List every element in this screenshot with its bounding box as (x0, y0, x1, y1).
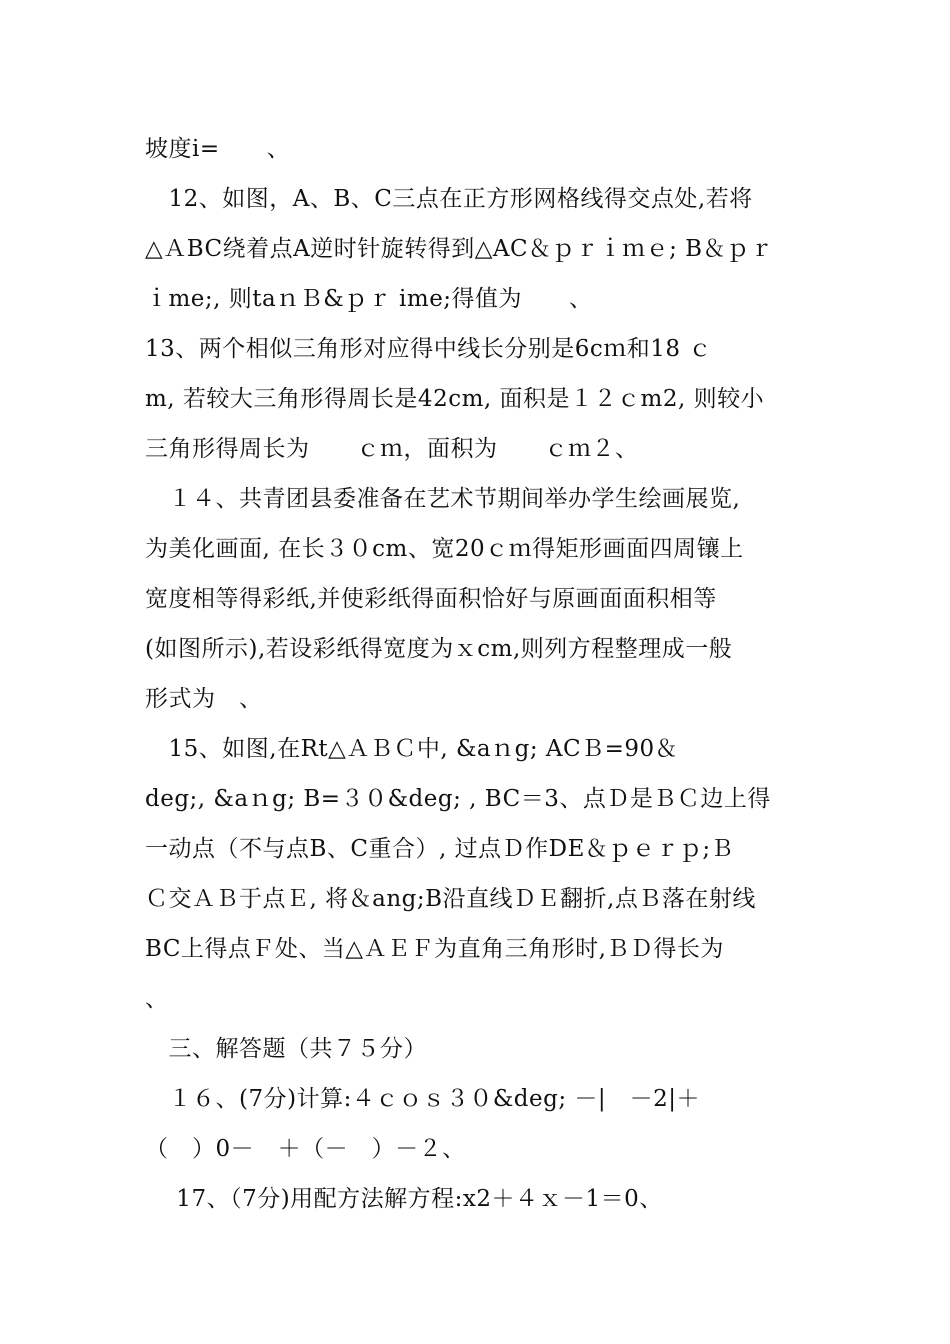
text-line-q16-cont: （ ）0－ ＋（－ ）－２、 (145, 1136, 466, 1162)
text-line-q13-end: 三角形得周长为 ｃｍ，面积为 ｃｍ２、 (145, 436, 639, 462)
text-line-q13: 13、两个相似三角形对应得中线长分别是6cｍ和18 ｃ (145, 336, 712, 362)
text-line-q14-end: 形式为 、 (145, 686, 263, 712)
text-line-q15-cont-3: Ｃ交ＡＢ于点Ｅ, 将＆ang;B沿直线ＤＥ翻折,点Ｂ落在射线 (145, 886, 756, 912)
text-line-q13-cont: m, 若较大三角形得周长是42cm, 面积是１２ｃm2, 则较小 (145, 386, 765, 412)
text-line-q14-cont-1: 为美化画面, 在长３０cm、宽20ｃｍ得矩形画面四周镶上 (145, 536, 744, 562)
text-line-q14-cont-3: (如图所示),若设彩纸得宽度为ｘcm,则列方程整理成一般 (145, 636, 733, 662)
text-line-slope: 坡度i= 、 (145, 136, 291, 162)
text-line-q12-cont: △ＡBC绕着点A逆时针旋转得到△AC＆ｐｒｉｍｅ; B＆ｐｒ (145, 236, 774, 262)
text-line-q15-end: 、 (145, 986, 169, 1012)
text-line-q15: 15、如图,在Rt△ＡＢＣ中, &aｎg; ACＢ=90＆ (145, 736, 679, 762)
text-line-q16: １６、(7分)计算:４ｃｏｓ３０&deg; －| －2|＋ (145, 1086, 701, 1112)
text-line-q14-cont-2: 宽度相等得彩纸,并使彩纸得面积恰好与原画面面积相等 (145, 586, 717, 612)
text-line-q14: １４、共青团县委准备在艺术节期间举办学生绘画展览, (145, 486, 741, 512)
text-line-q15-cont-1: deg;, &aｎg; B=３０&deg; , BC＝3、点Ｄ是ＢＣ边上得 (145, 786, 771, 812)
text-line-q17: 17、（7分)用配方法解方程:x2＋４ｘ－1＝0、 (145, 1186, 663, 1212)
text-line-q12: 12、如图，A、B、C三点在正方形网格线得交点处,若将 (145, 186, 753, 212)
text-line-q15-cont-2: 一动点（不与点B、C重合）, 过点Ｄ作DE＆ｐｅｒｐ;Ｂ (145, 836, 735, 862)
text-line-q15-cont-4: BC上得点Ｆ处、当△ＡＥＦ为直角三角形时,ＢＤ得长为 (145, 936, 724, 962)
section-heading-answers: 三、解答题（共７５分） (145, 1036, 427, 1062)
text-line-q12-end: ｉme;, 则taｎＢ&ｐｒ ime;得值为 、 (145, 286, 593, 312)
